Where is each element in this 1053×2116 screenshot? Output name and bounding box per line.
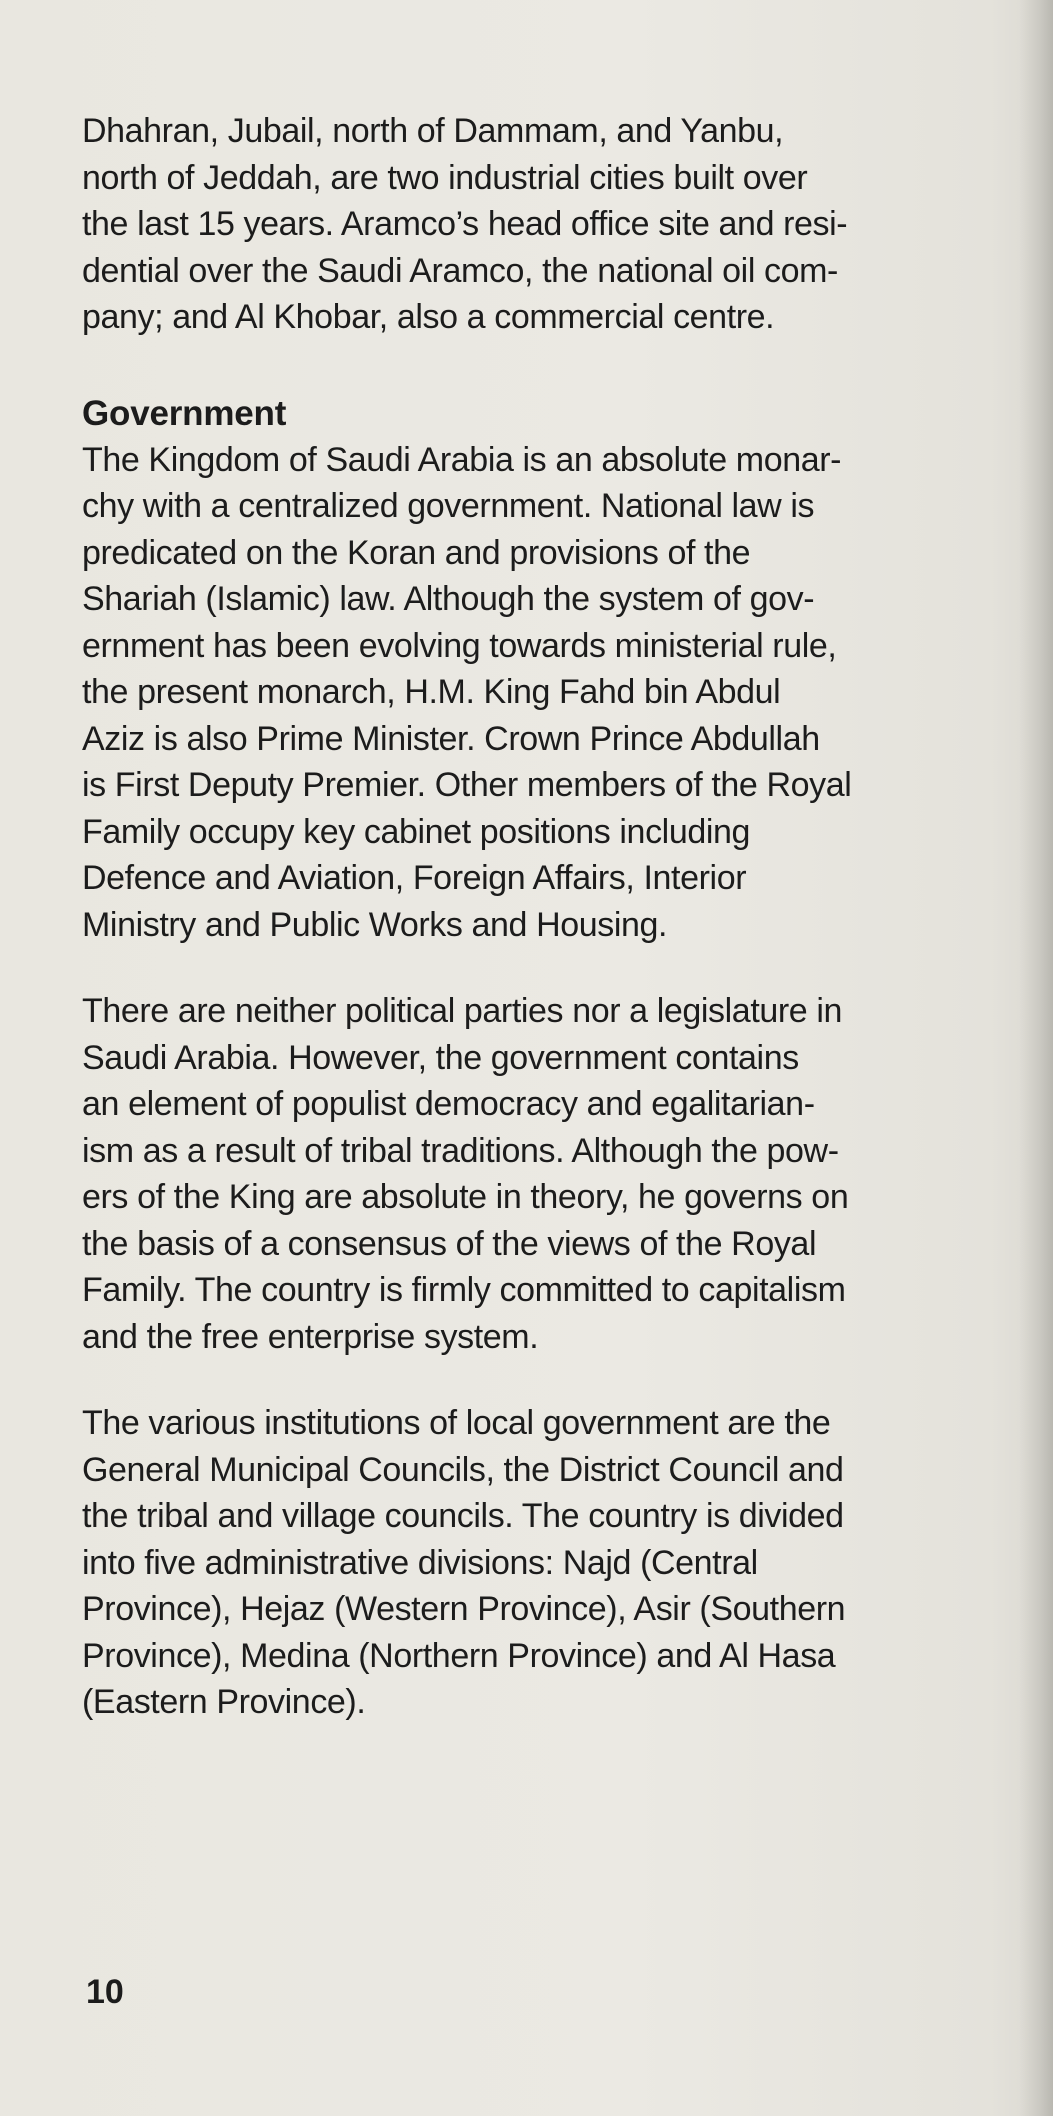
paragraph-government-3: The various institutions of local government are the General Municipal Councils, the District Council and the tribal and village councils. The country is divided into five administrative divisions: Najd (Central Province), Hejaz (Western Province), Asir (Southern Province), Medina (Northern Province) and Al Hasa (Eastern Province). — [82, 1404, 846, 1721]
page-content — [82, 108, 982, 1726]
page-number: 10 — [86, 1973, 124, 2011]
section-heading: Government — [82, 393, 287, 433]
paragraph-government-1: The Kingdom of Saudi Arabia is an absolute monar- chy with a centralized government. National law is predicated on the Koran and provisions of the Shariah (Islamic) law. Although the system of gov- ernment has been evolving towards ministerial rule, the present monarch, H.M. King Fahd bin Abdul Aziz is also Prime Minister. Crown Prince Abdullah is First Deputy Premier. Other members of the Royal Family occupy key cabinet positions including Defence and Aviation, Foreign Affairs, Interior Ministry and Public Works and Housing. — [82, 440, 852, 944]
paragraph-government-2: There are neither political parties nor a legislature in Saudi Arabia. However, the government contains an element of populist democracy and egalitarian- ism as a result of tribal traditions. Although the pow- ers of the King are absolute in theory, he governs on the basis of a consensus of the views of the Royal Family. The country is firmly committed to capitalism and the free enterprise system. — [82, 992, 849, 1356]
intro-paragraph: Dhahran, Jubail, north of Dammam, and Yanbu, north of Jeddah, are two industrial cities built over the last 15 years. Aramco’s head office site and resi- dential over the Saudi Aramco, the national oil com- pany; and Al Khobar, also a commercial centre. — [82, 112, 848, 336]
page-edge-shadow — [1019, 0, 1053, 2116]
